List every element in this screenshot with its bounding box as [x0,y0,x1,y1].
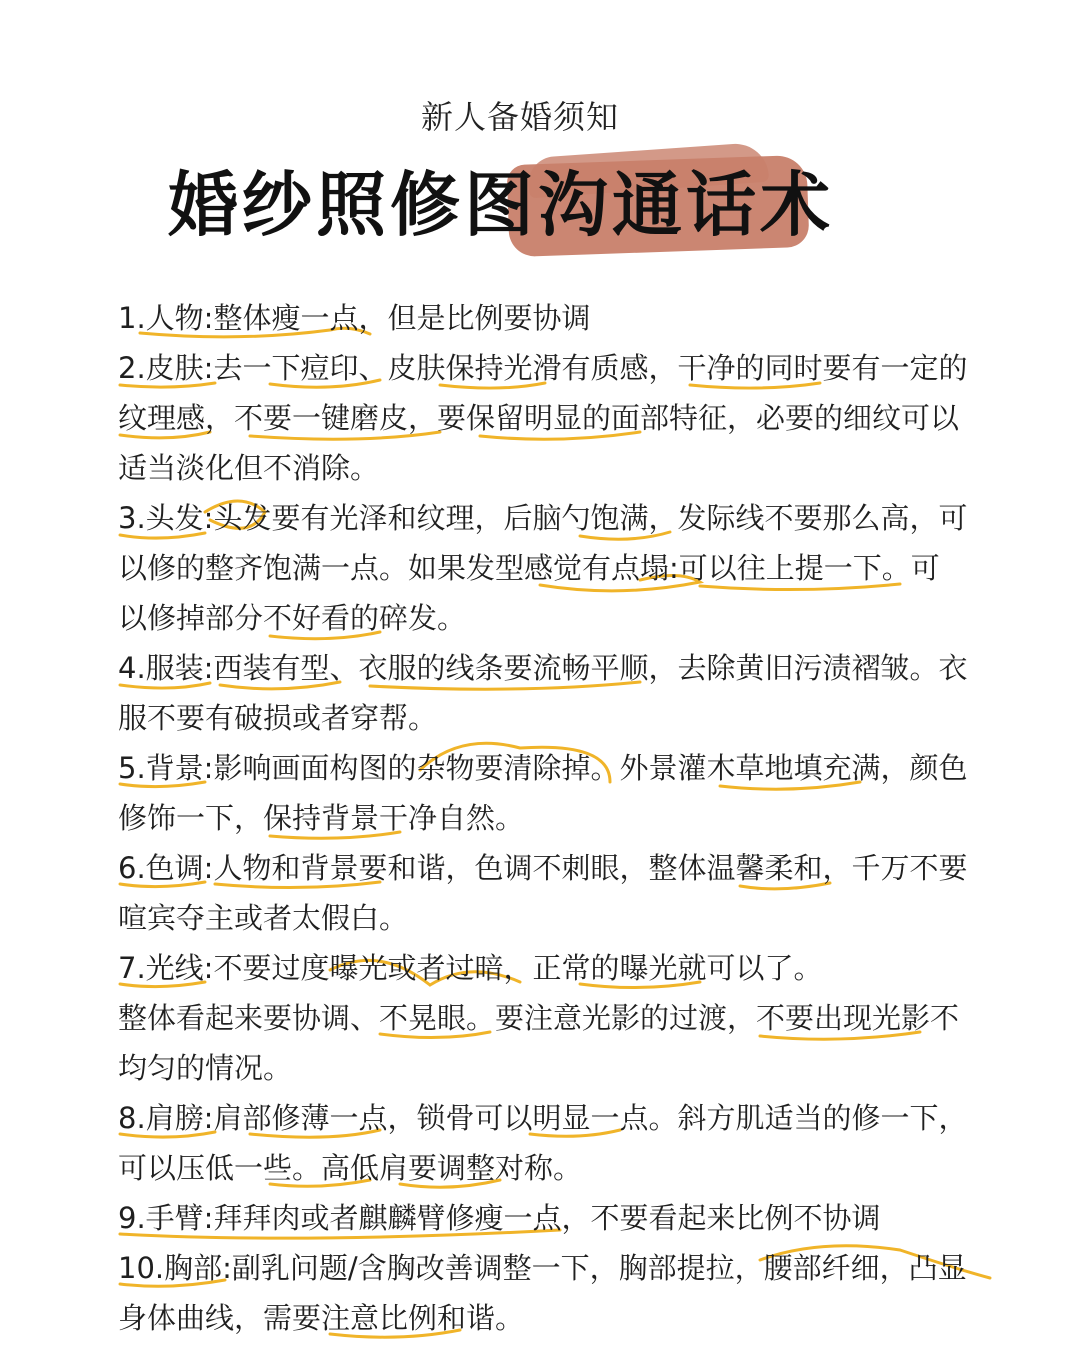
page-subtitle: 新人备婚须知 [420,98,619,136]
tip-item: 7.光线:不要过度曝光或者过暗，正常的曝光就可以了。 整体看起来要协调、不晃眼。要注意光影的过渡，不要出现光影不 均匀的情况。 [118,951,960,1085]
tip-item: 3.头发:头发要有光泽和纹理，后脑勺饱满，发际线不要那么高，可 以修的整齐饱满一点。如果发型感觉有点塌:可以往上提一下。可 以修掉部分不好看的碎发。 [118,501,968,635]
tip-item: 2.皮肤:去一下痘印、皮肤保持光滑有质感，干净的同时要有一定的 纹理感，不要一键磨皮，要保留明显的面部特征，必要的细纹可以 适当淡化但不消除。 [118,351,968,485]
tip-item: 4.服装:西装有型、衣服的线条要流畅平顺，去除黄旧污渍褶皱。衣 服不要有破损或者穿帮。 [118,651,968,735]
tips-list [118,293,1018,1343]
tip-item: 1.人物:整体瘦一点，但是比例要协调 [118,301,591,335]
tip-item: 5.背景:影响画面构图的杂物要清除掉。外景灌木草地填充满，颜色 修饰一下，保持背景干净自然。 [118,751,968,835]
tip-item: 9.手臂:拜拜肉或者麒麟臂修瘦一点，不要看起来比例不协调 [118,1201,881,1235]
tip-item: 10.胸部:副乳问题/含胸改善调整一下，胸部提拉，腰部纤细，凸显 身体曲线，需要注意比例和谐。 [118,1251,967,1335]
page-title: 婚纱照修图沟通话术 [168,164,834,246]
tip-item: 6.色调:人物和背景要和谐，色调不刺眼，整体温馨柔和，千万不要 喧宾夺主或者太假白。 [118,851,968,935]
title-block [168,150,868,260]
tip-item: 8.肩膀:肩部修薄一点，锁骨可以明显一点。斜方肌适当的修一下， 可以压低一些。高低肩要调整对称。 [118,1101,968,1185]
